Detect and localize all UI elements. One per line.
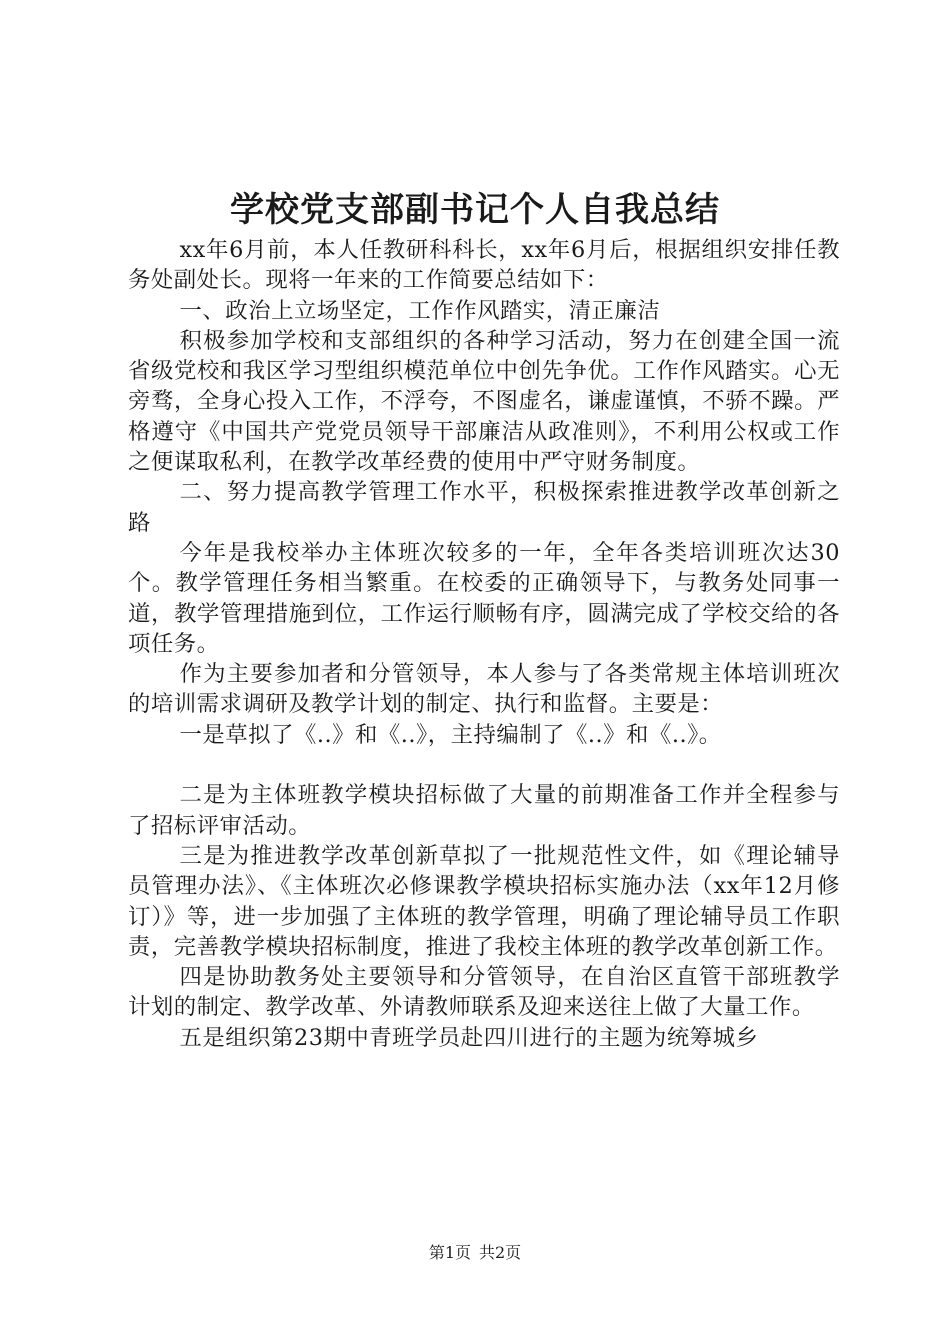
- list-item-two: 二是为主体班教学模块招标做了大量的前期准备工作并全程参与了招标评审活动。: [128, 782, 840, 839]
- list-item-one: 一是草拟了《..》和《..》，主持编制了《..》和《..》。: [179, 721, 722, 748]
- blank-line: [128, 750, 840, 780]
- document-body: [128, 235, 840, 1053]
- paragraph-political: 积极参加学校和支部组织的各种学习活动，努力在创建全国一流省级党校和我区学习型组织模范单位中创先争优。工作作风踏实。心无旁骛，全身心投入工作，不浮夸，不图虚名，谦虚谨慎，不骄不躁。严格遵守《中国共产党党员领导干部廉洁从政准则》，不利用公权或工作之便谋取私利，在教学改革经费的使用中严守财务制度。: [128, 327, 840, 476]
- paragraph-main-participant: 作为主要参加者和分管领导，本人参与了各类常规主体培训班次的培训需求调研及教学计划的制定、执行和监督。主要是：: [128, 661, 840, 718]
- page-number-total: 共2页: [479, 1243, 522, 1262]
- list-item-five: 五是组织第23期中青班学员赴四川进行的主题为统筹城乡: [179, 1024, 759, 1051]
- document-title: 学校党支部副书记个人自我总结: [230, 190, 720, 230]
- paragraph-intro: xx年6月前，本人任教研科科长，xx年6月后，根据组织安排任教务处副处长。现将一年来的工作简要总结如下：: [128, 237, 840, 294]
- section-heading-2: 二、努力提高教学管理工作水平，积极探索推进教学改革创新之路: [128, 479, 840, 536]
- paragraph-teaching-management: 今年是我校举办主体班次较多的一年，全年各类培训班次达30个。教学管理任务相当繁重。在校委的正确领导下，与教务处同事一道，教学管理措施到位，工作运行顺畅有序，圆满完成了学校交给的各项任务。: [128, 539, 840, 657]
- section-heading-1: 一、政治上立场坚定，工作作风踏实，清正廉洁: [179, 297, 661, 324]
- page-footer: [0, 1242, 950, 1264]
- list-item-four: 四是协助教务处主要领导和分管领导，在自治区直管干部班教学计划的制定、教学改革、外请教师联系及迎来送往上做了大量工作。: [128, 964, 840, 1021]
- page-number-current: 第1页: [428, 1243, 471, 1262]
- list-item-three: 三是为推进教学改革创新草拟了一批规范性文件，如《理论辅导员管理办法》、《主体班次必修课教学模块招标实施办法（xx年12月修订）》等，进一步加强了主体班的教学管理，明确了理论辅导员工作职责，完善教学模块招标制度，推进了我校主体班的教学改革创新工作。: [128, 842, 840, 960]
